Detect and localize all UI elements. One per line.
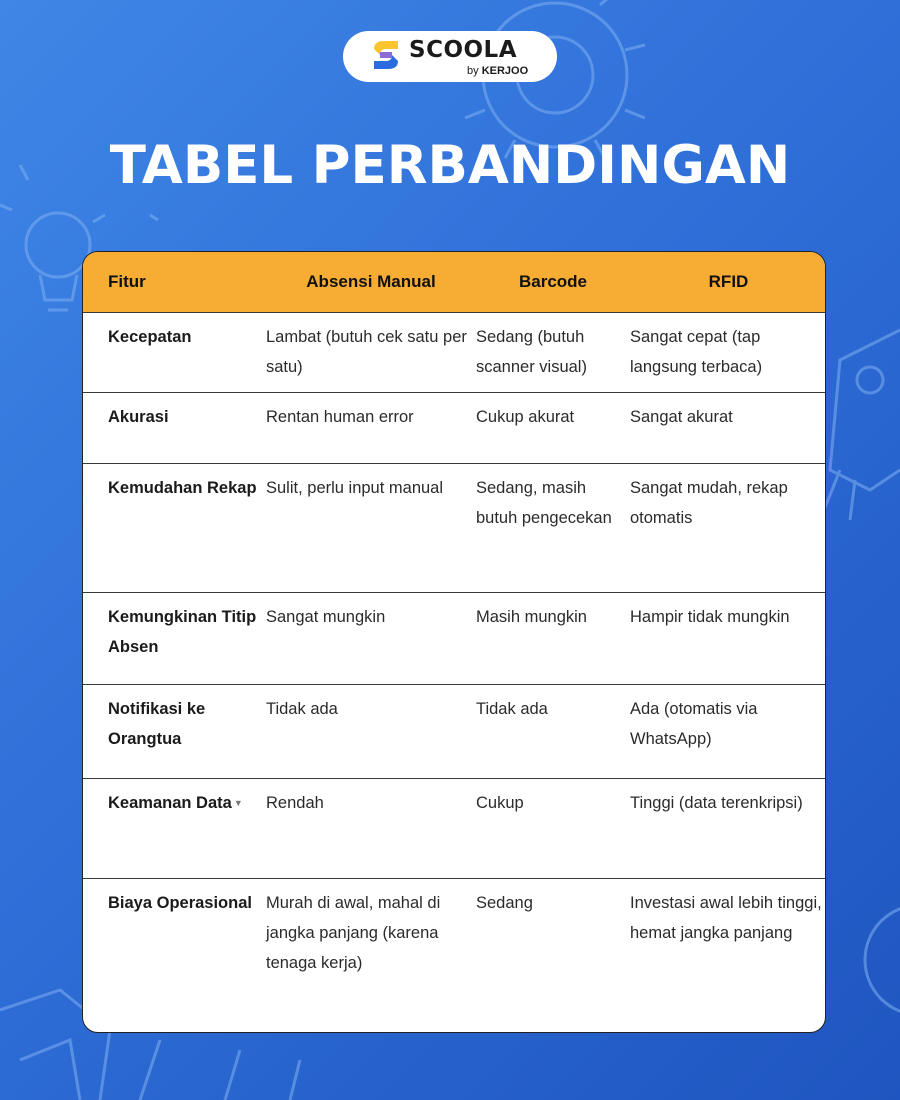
- feature-cell: Kemungkinan Titip Absen: [83, 592, 266, 684]
- rfid-cell: Hampir tidak mungkin: [630, 592, 826, 684]
- rfid-cell: Sangat cepat (tap langsung terbaca): [630, 312, 826, 392]
- barcode-cell: Cukup: [476, 778, 630, 878]
- scoola-logo-icon: [370, 37, 402, 73]
- table-row: [83, 592, 826, 684]
- table-row: [83, 392, 826, 463]
- rocket-icon: [820, 330, 900, 520]
- barcode-cell: Sedang, masih butuh pengecekan: [476, 463, 630, 592]
- rfid-cell: Sangat akurat: [630, 392, 826, 463]
- table-row: [83, 778, 826, 878]
- feature-cell: Notifikasi ke Orangtua: [83, 684, 266, 778]
- barcode-cell: Tidak ada: [476, 684, 630, 778]
- page-title: TABEL PERBANDINGAN: [109, 135, 791, 196]
- ruler-decoration: [140, 1040, 300, 1100]
- manual-cell: Lambat (butuh cek satu per satu): [266, 312, 476, 392]
- feature-cell: [83, 778, 266, 878]
- header-rfid: RFID: [708, 271, 749, 291]
- header-barcode: Barcode: [518, 271, 588, 291]
- header-absensi-manual: Absensi Manual: [306, 271, 436, 291]
- rfid-cell: Tinggi (data terenkripsi): [630, 778, 826, 878]
- comparison-table: [82, 251, 826, 1033]
- rfid-cell: Ada (otomatis via WhatsApp): [630, 684, 826, 778]
- barcode-cell: Cukup akurat: [476, 392, 630, 463]
- table-row: [83, 878, 826, 1033]
- feature-label: Keamanan Data: [108, 793, 232, 812]
- table-header-row: [83, 252, 826, 312]
- header-fitur: Fitur: [108, 271, 146, 291]
- feature-cell: Kecepatan: [83, 312, 266, 392]
- circle-decoration: [865, 905, 900, 1015]
- table-row: [83, 684, 826, 778]
- table-row: [83, 463, 826, 592]
- manual-cell: Sangat mungkin: [266, 592, 476, 684]
- brand-name: SCOOLA: [409, 37, 518, 63]
- manual-cell: Murah di awal, mahal di jangka panjang (karena tenaga kerja): [266, 878, 476, 1033]
- barcode-cell: Sedang: [476, 878, 630, 1033]
- rfid-cell: Investasi awal lebih tinggi, hemat jangka panjang: [630, 878, 826, 1033]
- brand-logo: [343, 31, 557, 82]
- table-row: [83, 312, 826, 392]
- feature-cell: Biaya Operasional: [83, 878, 266, 1033]
- barcode-cell: Sedang (butuh scanner visual): [476, 312, 630, 392]
- dropdown-triangle-icon[interactable]: ▼: [233, 797, 243, 808]
- manual-cell: Tidak ada: [266, 684, 476, 778]
- manual-cell: Sulit, perlu input manual: [266, 463, 476, 592]
- barcode-cell: Masih mungkin: [476, 592, 630, 684]
- manual-cell: Rentan human error: [266, 392, 476, 463]
- manual-cell: Rendah: [266, 778, 476, 878]
- feature-cell: Akurasi: [83, 392, 266, 463]
- brand-byline: by KERJOO: [467, 65, 529, 77]
- feature-cell: Kemudahan Rekap: [83, 463, 266, 592]
- rfid-cell: Sangat mudah, rekap otomatis: [630, 463, 826, 592]
